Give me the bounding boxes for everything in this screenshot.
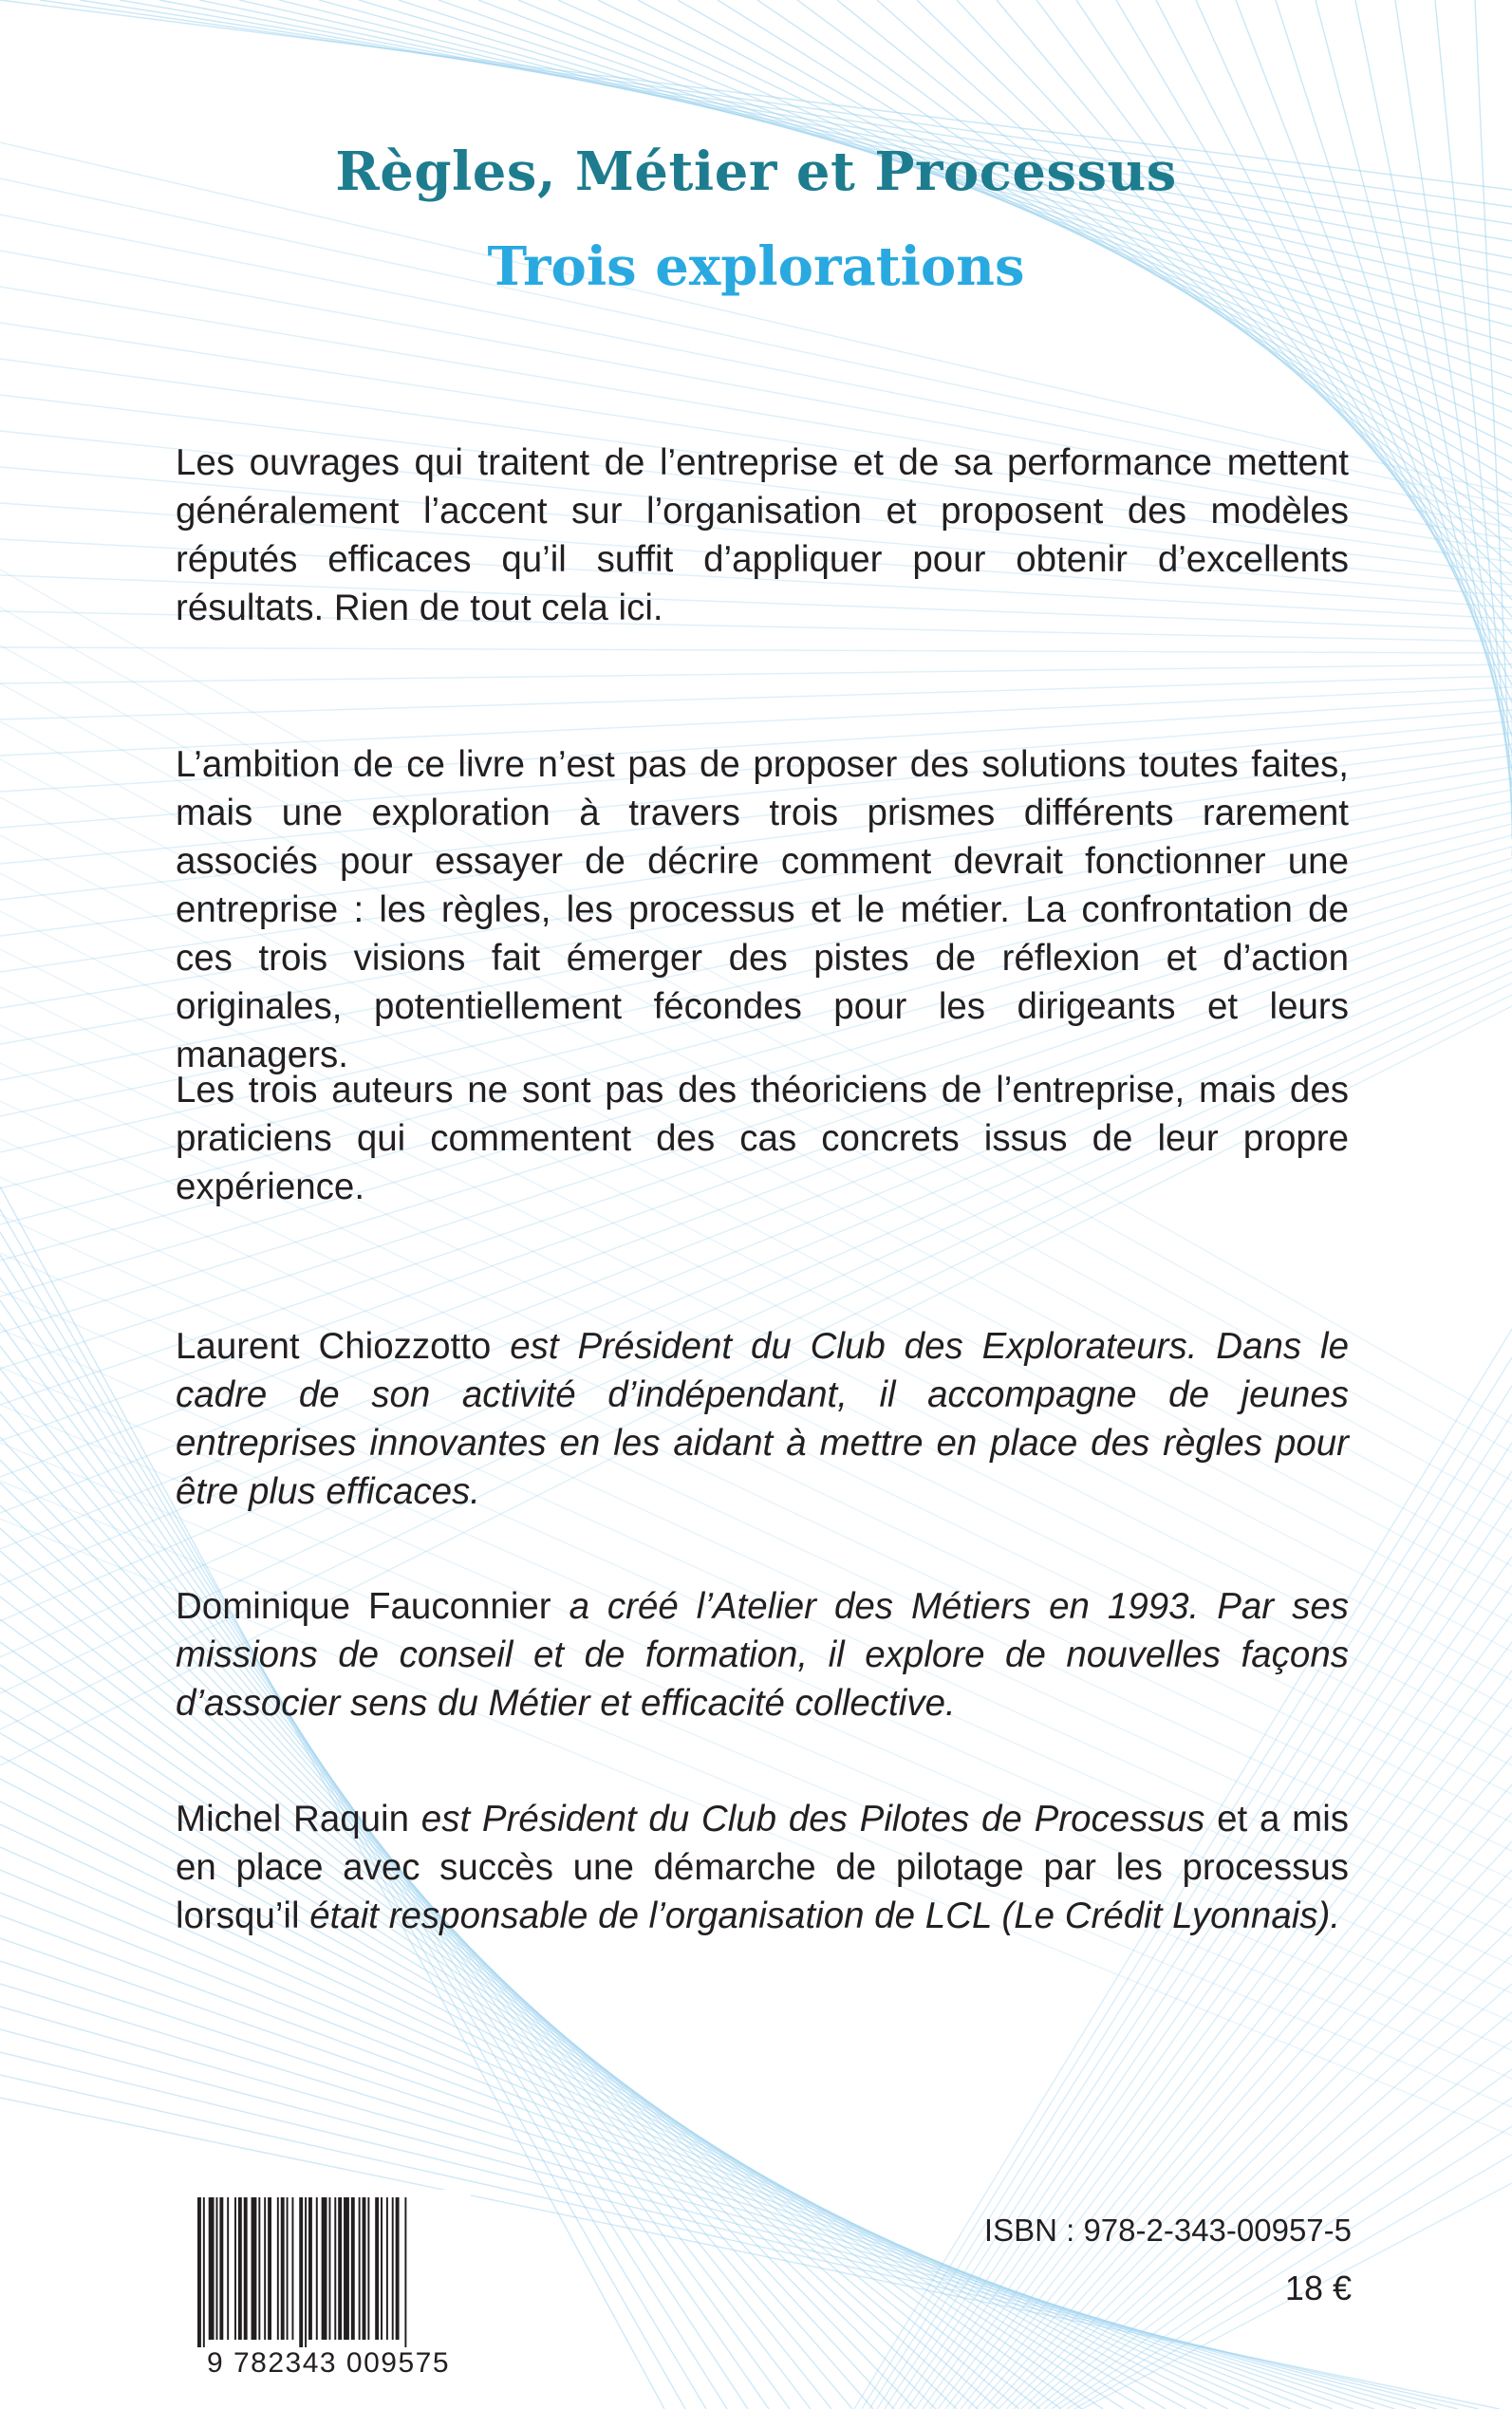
- barcode-bar: [386, 2197, 388, 2340]
- author-description: a créé l’Atelier des Métiers en 1993. Par ses missions de conseil et de formation, il explore de nouvelles façons d’associer sens du Métier et efficacité collective.: [176, 1586, 1349, 1724]
- barcode-bar: [375, 2197, 379, 2340]
- barcode-bar: [252, 2197, 257, 2340]
- barcode-bar: [281, 2197, 285, 2340]
- barcode-bar: [334, 2197, 336, 2340]
- barcode-bar: [209, 2197, 215, 2340]
- barcode-bar: [305, 2197, 307, 2347]
- author-description-end: était responsable de l’organisation de LCL (Le Crédit Lyonnais).: [309, 1895, 1341, 1936]
- barcode-bar: [216, 2197, 218, 2340]
- barcode-bar: [203, 2197, 205, 2347]
- book-title: Règles, Métier et Processus: [335, 140, 1177, 203]
- barcode-bar: [268, 2197, 271, 2340]
- barcode-bar: [396, 2197, 400, 2340]
- barcode-bar: [328, 2197, 330, 2340]
- barcode-bar: [234, 2197, 236, 2340]
- barcode-bar: [264, 2197, 266, 2340]
- author-description-plain: et a mis en place avec succès une démarche de pilotage par les processus lorsqu’il: [176, 1799, 1350, 1936]
- barcode-bar: [359, 2197, 361, 2340]
- author-name: Dominique Fauconnier: [176, 1586, 551, 1627]
- summary-paragraph-2: L’ambition de ce livre n’est pas de proposer des solutions toutes faites, mais une exploration à travers trois prismes différents rarement associés pour essayer de décrire comment devrait fonctionner une entreprise : les règles, les processus et le métier. La confrontation de ces trois visions fait émerger des pistes de réflexion et d’action originales, potentiellement fécondes pour les dirigeants et leurs managers.: [176, 744, 1349, 1075]
- barcode-bar: [351, 2197, 355, 2340]
- barcode-bar: [287, 2197, 289, 2340]
- barcode-bar: [367, 2197, 369, 2340]
- barcode-bar: [197, 2197, 201, 2347]
- barcode-bar: [258, 2197, 260, 2340]
- barcode-bar: [299, 2197, 303, 2347]
- isbn-number: ISBN : 978-2-343-00957-5: [983, 2213, 1352, 2248]
- barcode-bar: [322, 2197, 327, 2340]
- author-bio-raquin: [176, 1795, 1349, 1940]
- summary-paragraph-3: Les trois auteurs ne sont pas des théoriciens de l’entreprise, mais des praticiens qui commentent des cas concrets issus de leur propre expérience.: [176, 1070, 1349, 1207]
- barcode-bar: [381, 2197, 383, 2340]
- author-description: est Président du Club des Explorateurs. Dans le cadre de son activité d’indépendant, il accompagne de jeunes entreprises innovantes en les aidant à mettre en place des règles pour être plus efficaces.: [176, 1326, 1350, 1512]
- barcode-bar: [277, 2197, 279, 2340]
- barcode-bar: [344, 2197, 349, 2340]
- barcode-bar: [244, 2197, 248, 2340]
- barcode-bars: [194, 2197, 463, 2347]
- barcode-bar: [227, 2197, 229, 2340]
- barcode-bar: [392, 2197, 394, 2340]
- barcode: [186, 2190, 471, 2394]
- author-name: Michel Raquin: [176, 1799, 410, 1839]
- barcode-bar: [291, 2197, 293, 2340]
- author-bio-chiozzotto: [176, 1322, 1349, 1516]
- author-name: Laurent Chiozzotto: [176, 1326, 492, 1367]
- barcode-bar: [238, 2197, 242, 2340]
- barcode-bar: [308, 2197, 312, 2340]
- summary-paragraph-1: Les ouvrages qui traitent de l’entreprise et de sa performance mettent généralement l’accent sur l’organisation et proposent des modèles réputés efficaces qu’il suffit d’appliquer pour obtenir d’excellents résultats. Rien de tout cela ici.: [176, 442, 1349, 628]
- barcode-bar: [316, 2197, 318, 2340]
- price: 18 €: [1284, 2269, 1352, 2307]
- book-subtitle: Trois explorations: [487, 235, 1025, 298]
- barcode-bar: [404, 2197, 406, 2347]
- barcode-bar: [363, 2197, 366, 2340]
- author-description: est Président du Club des Pilotes de Processus: [420, 1799, 1205, 1839]
- barcode-digits: 9 782343 009575: [206, 2347, 451, 2379]
- barcode-bar: [219, 2197, 223, 2340]
- barcode-bar: [338, 2197, 342, 2340]
- author-bio-fauconnier: [176, 1582, 1349, 1727]
